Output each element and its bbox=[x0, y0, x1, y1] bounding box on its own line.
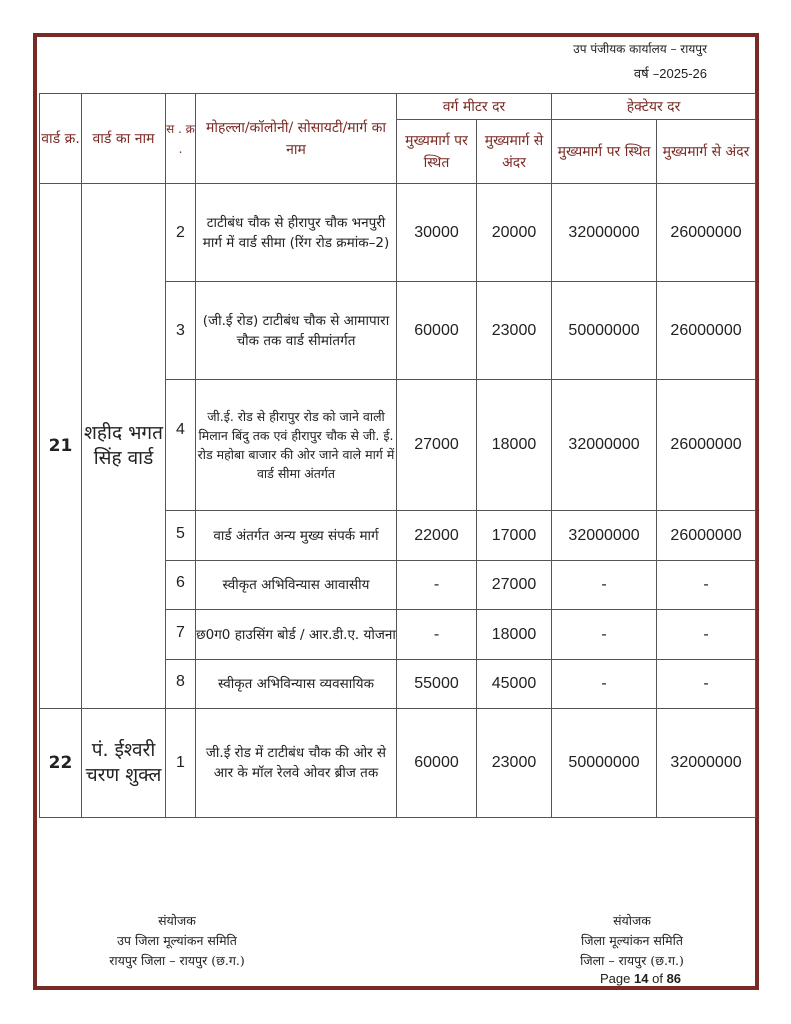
sqm-inside: 18000 bbox=[477, 380, 552, 511]
sqm-on-main: - bbox=[397, 610, 477, 660]
col-ward-no: वार्ड क्र. bbox=[40, 94, 82, 184]
ha-on-main: 32000000 bbox=[552, 511, 657, 561]
signature-left-line1: उप जिला मूल्यांकन समिति bbox=[117, 933, 237, 948]
ha-inside: 26000000 bbox=[657, 282, 756, 380]
sqm-on-main: 22000 bbox=[397, 511, 477, 561]
serial-number: 7 bbox=[166, 610, 196, 660]
locality-name: जी.ई रोड में टाटीबंध चौक की ओर से आर के मॉल रेलवे ओवर ब्रीज तक bbox=[196, 709, 397, 818]
col-group-hectare: हेक्टेयर दर bbox=[552, 94, 756, 120]
sqm-inside: 27000 bbox=[477, 561, 552, 610]
ha-inside: 32000000 bbox=[657, 709, 756, 818]
ha-on-main: 50000000 bbox=[552, 282, 657, 380]
serial-number: 1 bbox=[166, 709, 196, 818]
sqm-inside: 23000 bbox=[477, 709, 552, 818]
sqm-on-main: - bbox=[397, 561, 477, 610]
signature-right bbox=[552, 911, 712, 971]
locality-name: (जी.ई रोड) टाटीबंध चौक से आमापारा चौक तक वार्ड सीमांतर्गत bbox=[196, 282, 397, 380]
ward-name: पं. ईश्वरी चरण शुक्ल bbox=[82, 709, 166, 818]
rate-table bbox=[39, 93, 756, 818]
office-title: उप पंजीयक कार्यालय – रायपुर bbox=[573, 42, 707, 56]
ha-on-main: 50000000 bbox=[552, 709, 657, 818]
year-label bbox=[634, 64, 707, 82]
signature-right-title: संयोजक bbox=[613, 913, 651, 928]
sqm-on-main: 55000 bbox=[397, 660, 477, 709]
ward-name: शहीद भगत सिंह वार्ड bbox=[82, 184, 166, 709]
serial-number: 8 bbox=[166, 660, 196, 709]
ha-on-main: - bbox=[552, 610, 657, 660]
year-value: 2025-26 bbox=[659, 66, 707, 81]
col-ha-inside: मुख्यमार्ग से अंदर bbox=[657, 120, 756, 184]
sqm-on-main: 30000 bbox=[397, 184, 477, 282]
ha-inside: - bbox=[657, 561, 756, 610]
page-total: 86 bbox=[666, 971, 682, 986]
locality-name: टाटीबंध चौक से हीरापुर चौक भनपुरी मार्ग में वार्ड सीमा (रिंग रोड क्रमांक–2) bbox=[196, 184, 397, 282]
col-locality: मोहल्ला/कॉलोनी/ सोसायटी/मार्ग का नाम bbox=[196, 94, 397, 184]
sqm-inside: 20000 bbox=[477, 184, 552, 282]
page-current: 14 bbox=[634, 971, 649, 986]
ha-on-main: 32000000 bbox=[552, 184, 657, 282]
ward-number: 22 bbox=[40, 709, 82, 818]
col-sqm-on-main: मुख्यमार्ग पर स्थित bbox=[397, 120, 477, 184]
ha-on-main: - bbox=[552, 561, 657, 610]
col-ward-name: वार्ड का नाम bbox=[82, 94, 166, 184]
sqm-inside: 45000 bbox=[477, 660, 552, 709]
sqm-inside: 17000 bbox=[477, 511, 552, 561]
sqm-inside: 23000 bbox=[477, 282, 552, 380]
col-sqm-inside: मुख्यमार्ग से अंदर bbox=[477, 120, 552, 184]
signature-right-line1: जिला मूल्यांकन समिति bbox=[581, 933, 683, 948]
page-prefix: Page bbox=[600, 971, 631, 986]
ha-inside: 26000000 bbox=[657, 184, 756, 282]
col-serial: स . क्र . bbox=[166, 94, 196, 184]
year-prefix: वर्ष – bbox=[633, 67, 660, 82]
ward-number: 21 bbox=[40, 184, 82, 709]
locality-name: छ0ग0 हाउसिंग बोर्ड / आर.डी.ए. योजना bbox=[196, 610, 397, 660]
ha-inside: 26000000 bbox=[657, 380, 756, 511]
ha-inside: - bbox=[657, 660, 756, 709]
table-row bbox=[40, 184, 756, 282]
sqm-on-main: 60000 bbox=[397, 709, 477, 818]
sqm-on-main: 27000 bbox=[397, 380, 477, 511]
serial-number: 6 bbox=[166, 561, 196, 610]
locality-name: वार्ड अंतर्गत अन्य मुख्य संपर्क मार्ग bbox=[196, 511, 397, 561]
page-of: of bbox=[652, 971, 663, 986]
col-ha-on-main: मुख्यमार्ग पर स्थित bbox=[552, 120, 657, 184]
locality-name: जी.ई. रोड से हीरापुर रोड को जाने वाली मिलान बिंदु तक एवं हीरापुर चौक से जी. ई. रोड महोबा बाजार की ओर जाने वाले मार्ग में वार्ड सीमा अंतर्गत bbox=[196, 380, 397, 511]
ha-inside: - bbox=[657, 610, 756, 660]
serial-number: 3 bbox=[166, 282, 196, 380]
page-number bbox=[600, 971, 681, 986]
table-row bbox=[40, 709, 756, 818]
sqm-on-main: 60000 bbox=[397, 282, 477, 380]
signature-left bbox=[82, 911, 272, 971]
serial-number: 4 bbox=[166, 380, 196, 511]
serial-number: 2 bbox=[166, 184, 196, 282]
sqm-inside: 18000 bbox=[477, 610, 552, 660]
signature-left-line2: रायपुर जिला – रायपुर (छ.ग.) bbox=[109, 953, 245, 968]
col-group-sqm: वर्ग मीटर दर bbox=[397, 94, 552, 120]
locality-name: स्वीकृत अभिविन्यास आवासीय bbox=[196, 561, 397, 610]
ha-on-main: - bbox=[552, 660, 657, 709]
signature-right-line2: जिला – रायपुर (छ.ग.) bbox=[580, 953, 684, 968]
locality-name: स्वीकृत अभिविन्यास व्यवसायिक bbox=[196, 660, 397, 709]
ha-on-main: 32000000 bbox=[552, 380, 657, 511]
ha-inside: 26000000 bbox=[657, 511, 756, 561]
signature-left-title: संयोजक bbox=[158, 913, 196, 928]
serial-number: 5 bbox=[166, 511, 196, 561]
